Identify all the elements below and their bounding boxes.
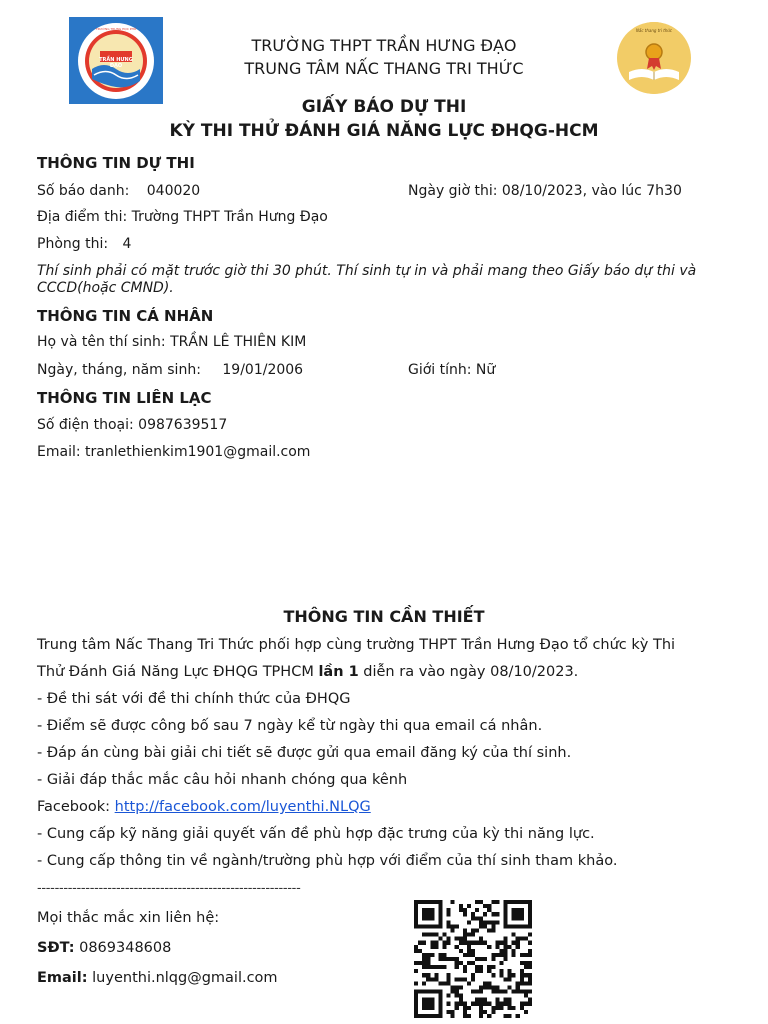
support-phone-value: 0869348608 <box>74 940 172 956</box>
sbd-row <box>37 183 200 199</box>
notice-intro-2 <box>37 664 578 680</box>
room-value: 4 <box>122 236 132 252</box>
notice-item: - Đáp án cùng bài giải chi tiết sẽ được gửi qua email đăng ký của thí sinh. <box>37 745 572 761</box>
notice-item: - Giải đáp thắc mắc câu hỏi nhanh chóng qua kênh <box>37 772 408 788</box>
notice-intro-2a: Thử Đánh Giá Năng Lực ĐHQG TPHCM <box>37 664 319 680</box>
dob-label: Ngày, tháng, năm sinh: <box>37 362 201 378</box>
dob-value: 19/01/2006 <box>222 362 304 378</box>
center-badge-logo <box>617 22 691 94</box>
logo-right-caption: Nấc thang tri thức <box>635 28 673 33</box>
facebook-link[interactable]: http://facebook.com/luyenthi.NLQG <box>114 799 371 815</box>
notice-round: lần 1 <box>318 664 359 680</box>
school-name: TRƯỜNG THPT TRẦN HƯNG ĐẠO <box>251 36 517 55</box>
notice-intro-2b: diễn ra vào ngày 08/10/2023. <box>358 664 579 680</box>
exam-note-line1: Thí sinh phải có mặt trước giờ thi 30 phút. Thí sinh tự in và phải mang theo Giấy báo dự thi và <box>37 263 697 279</box>
contact-info-heading: THÔNG TIN LIÊN LẠC <box>37 389 212 407</box>
logo-left-ring: TRƯỜNG TRUNG HỌC PHỔ THÔNG <box>95 27 137 35</box>
qr-code <box>414 900 532 1018</box>
support-email-value: luyenthi.nlqg@gmail.com <box>87 970 278 986</box>
exam-title: KỲ THI THỬ ĐÁNH GIÁ NĂNG LỰC ĐHQG-HCM <box>169 121 599 141</box>
notice-intro-1: Trung tâm Nấc Thang Tri Thức phối hợp cùng trường THPT Trần Hưng Đạo tổ chức kỳ Thi <box>37 637 676 653</box>
notice-item: - Đề thi sát với đề thi chính thức của ĐHQG <box>37 691 351 707</box>
support-phone-row <box>37 940 171 956</box>
exam-note-line2: CCCD(hoặc CMND). <box>37 280 174 296</box>
contact-prompt: Mọi thắc mắc xin liên hệ: <box>37 910 220 926</box>
exam-info-heading: THÔNG TIN DỰ THI <box>37 154 195 172</box>
logo-left-caption: TRẦN HƯNG ĐẠO <box>99 57 133 69</box>
exam-datetime: Ngày giờ thi: 08/10/2023, vào lúc 7h30 <box>408 183 682 199</box>
candidate-email: Email: tranlethienkim1901@gmail.com <box>37 444 311 460</box>
candidate-name: Họ và tên thí sinh: TRẦN LÊ THIÊN KIM <box>37 334 307 350</box>
center-name: TRUNG TÂM NẤC THANG TRI THỨC <box>244 59 524 78</box>
notice-heading: THÔNG TIN CẦN THIẾT <box>283 607 485 626</box>
sbd-value: 040020 <box>146 183 201 199</box>
notice-item: - Điểm sẽ được công bố sau 7 ngày kể từ ngày thi qua email cá nhân. <box>37 718 543 734</box>
candidate-phone: Số điện thoại: 0987639517 <box>37 417 228 433</box>
facebook-label: Facebook: <box>37 799 115 815</box>
dob-row <box>37 362 303 378</box>
room-label: Phòng thi: <box>37 236 109 252</box>
support-phone-label: SĐT: <box>37 940 75 956</box>
room-row <box>37 236 131 252</box>
facebook-row <box>37 799 371 815</box>
sbd-label: Số báo danh: <box>37 183 130 199</box>
exam-note <box>37 263 737 297</box>
document-title: GIẤY BÁO DỰ THI <box>301 97 467 117</box>
gender: Giới tính: Nữ <box>408 362 496 378</box>
notice-item: - Cung cấp kỹ năng giải quyết vấn đề phù hợp đặc trưng của kỳ thi năng lực. <box>37 826 595 842</box>
support-email-row <box>37 970 278 986</box>
notice-item: - Cung cấp thông tin về ngành/trường phù hợp với điểm của thí sinh tham khảo. <box>37 853 618 869</box>
personal-info-heading: THÔNG TIN CÁ NHÂN <box>37 307 214 325</box>
support-email-label: Email: <box>37 970 88 986</box>
exam-location: Địa điểm thi: Trường THPT Trần Hưng Đạo <box>37 209 328 225</box>
dashed-divider: ------------------------------------------------------------ <box>37 881 301 896</box>
